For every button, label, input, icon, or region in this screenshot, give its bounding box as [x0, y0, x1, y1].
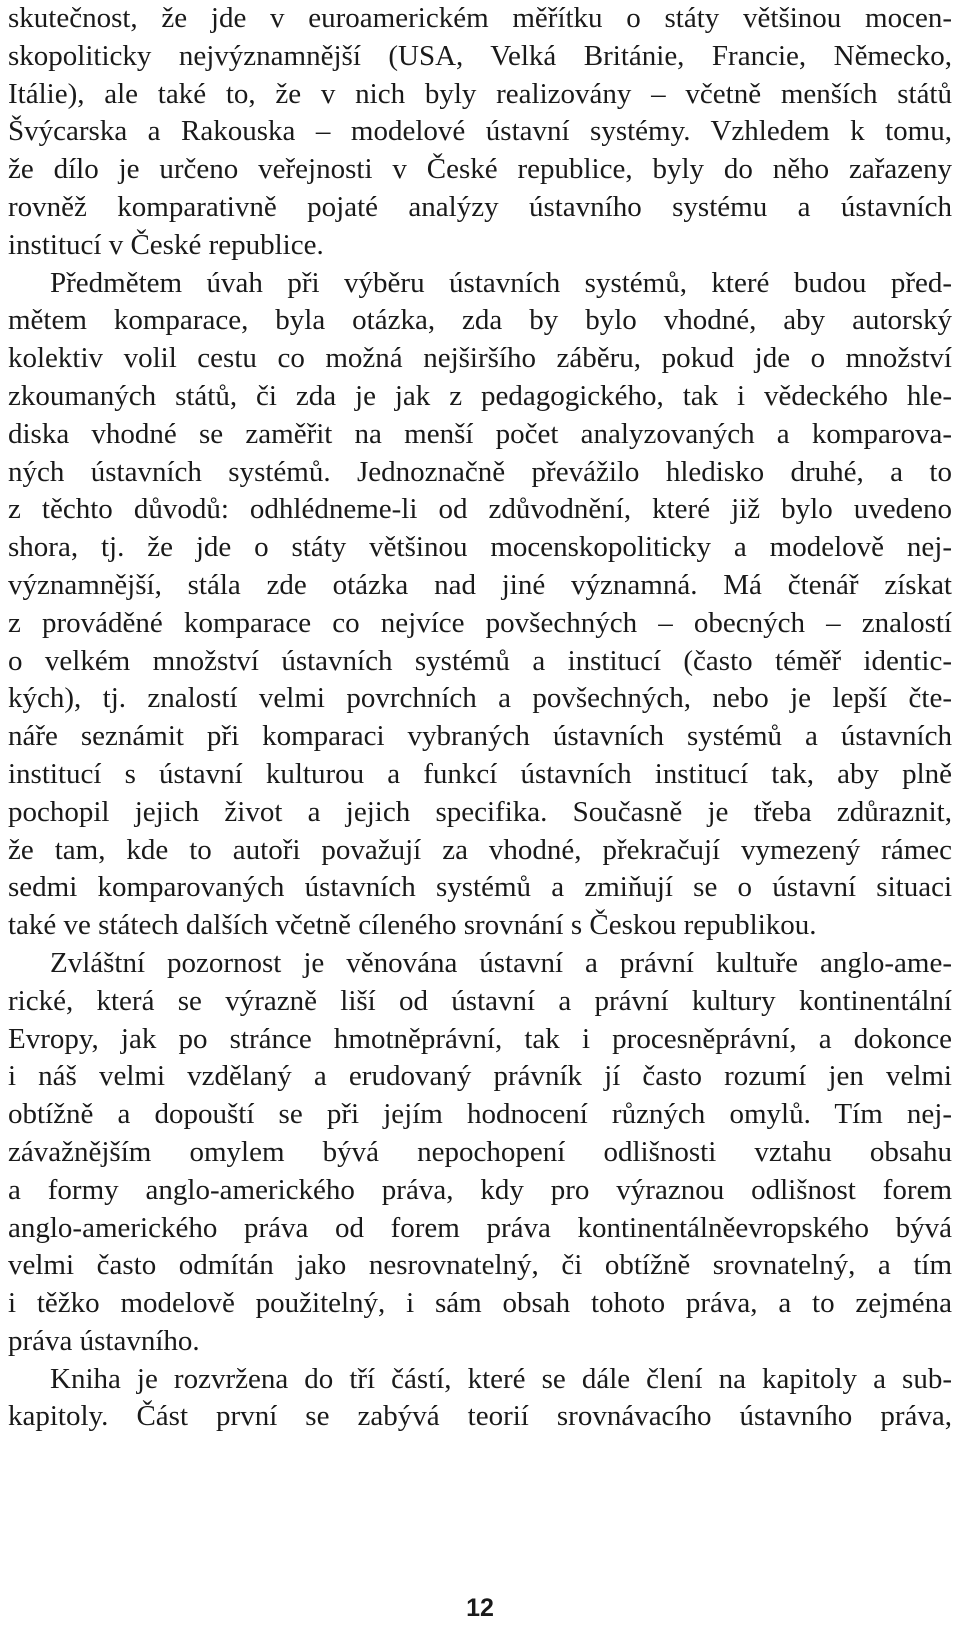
text-line: i těžko modelově použitelný, i sám obsah tohoto práva, a to zejména — [8, 1287, 952, 1320]
text-line: náře seznámit při komparaci vybraných ústavních systémů a ústavních — [8, 720, 952, 753]
text-line: práva ústavního. — [8, 1324, 200, 1357]
text-line: anglo-amerického práva od forem práva kontinentálněevropského bývá — [8, 1211, 952, 1244]
text-line: shora, tj. že jde o státy většinou mocenskopoliticky a modelově nej- — [8, 531, 952, 564]
text-line: o velkém množství ústavních systémů a institucí (často téměř identic- — [8, 644, 952, 677]
text-line: závažnějším omylem bývá nepochopení odlišnosti vztahu obsahu — [8, 1135, 952, 1168]
text-line: že tam, kde to autoři považují za vhodné, překračují vymezený rámec — [8, 833, 952, 866]
body-text — [8, 0, 952, 1436]
text-line: rovněž komparativně pojaté analýzy ústavního systému a ústavních — [8, 190, 952, 223]
text-line: Evropy, jak po stránce hmotněprávní, tak i procesněprávní, a dokonce — [8, 1022, 952, 1055]
text-line: i náš velmi vzdělaný a erudovaný právník jí často rozumí jen velmi — [8, 1060, 952, 1093]
text-line: Švýcarska a Rakouska – modelové ústavní systémy. Vzhledem k tomu, — [8, 115, 952, 148]
document-page — [8, 0, 952, 1638]
page-number: 12 — [466, 1594, 494, 1622]
text-line: Kniha je rozvržena do tří částí, které se dále člení na kapitoly a sub- — [50, 1362, 952, 1395]
text-line: Zvláštní pozornost je věnována ústavní a právní kultuře anglo-ame- — [50, 946, 952, 979]
text-line: rické, která se výrazně liší od ústavní a právní kultury kontinentální — [8, 984, 952, 1017]
text-line: významnější, stála zde otázka nad jiné významná. Má čtenář získat — [8, 568, 952, 601]
text-line: skopoliticky nejvýznamnější (USA, Velká Británie, Francie, Německo, — [8, 39, 952, 72]
text-line: z prováděné komparace co nejvíce povšechných – obecných – znalostí — [8, 606, 952, 639]
text-line: Itálie), ale také to, že v nich byly realizovány – včetně menších států — [8, 77, 952, 110]
text-line: obtížně a dopouští se při jejím hodnocení různých omylů. Tím nej- — [8, 1098, 952, 1131]
text-line: skutečnost, že jde v euroamerickém měřítku o státy většinou mocen- — [8, 2, 952, 34]
text-line: Předmětem úvah při výběru ústavních systémů, které budou před- — [50, 266, 952, 299]
text-line: mětem komparace, byla otázka, zda by bylo vhodné, aby autorský — [8, 304, 952, 337]
text-line: institucí s ústavní kulturou a funkcí ústavních institucí tak, aby plně — [8, 757, 952, 790]
text-line: z těchto důvodů: odhlédneme-li od zdůvodnění, které již bylo uvedeno — [8, 493, 952, 526]
text-line: kolektiv volil cestu co možná nejširšího záběru, pokud jde o množství — [8, 342, 952, 375]
text-line: institucí v České republice. — [8, 228, 324, 261]
text-line: velmi často odmítán jako nesrovnatelný, či obtížně srovnatelný, a tím — [8, 1249, 952, 1282]
text-line: sedmi komparovaných ústavních systémů a zmiňují se o ústavní situaci — [8, 871, 952, 904]
text-line: také ve státech dalších včetně cíleného srovnání s Českou republikou. — [8, 909, 817, 942]
text-line: že dílo je určeno veřejnosti v České republice, byly do něho zařazeny — [8, 153, 952, 186]
text-line: ných ústavních systémů. Jednoznačně převážilo hledisko druhé, a to — [8, 455, 952, 488]
text-line: a formy anglo-amerického práva, kdy pro výraznou odlišnost forem — [8, 1173, 952, 1206]
text-line: kých), tj. znalostí velmi povrchních a povšechných, nebo je lepší čte- — [8, 682, 952, 715]
text-line: pochopil jejich život a jejich specifika. Současně je třeba zdůraznit, — [8, 795, 952, 828]
text-line: kapitoly. Část první se zabývá teorií srovnávacího ústavního práva, — [8, 1400, 952, 1433]
text-line: diska vhodné se zaměřit na menší počet analyzovaných a komparova- — [8, 417, 952, 450]
text-line: zkoumaných států, či zda je jak z pedagogického, tak i vědeckého hle- — [8, 379, 952, 412]
